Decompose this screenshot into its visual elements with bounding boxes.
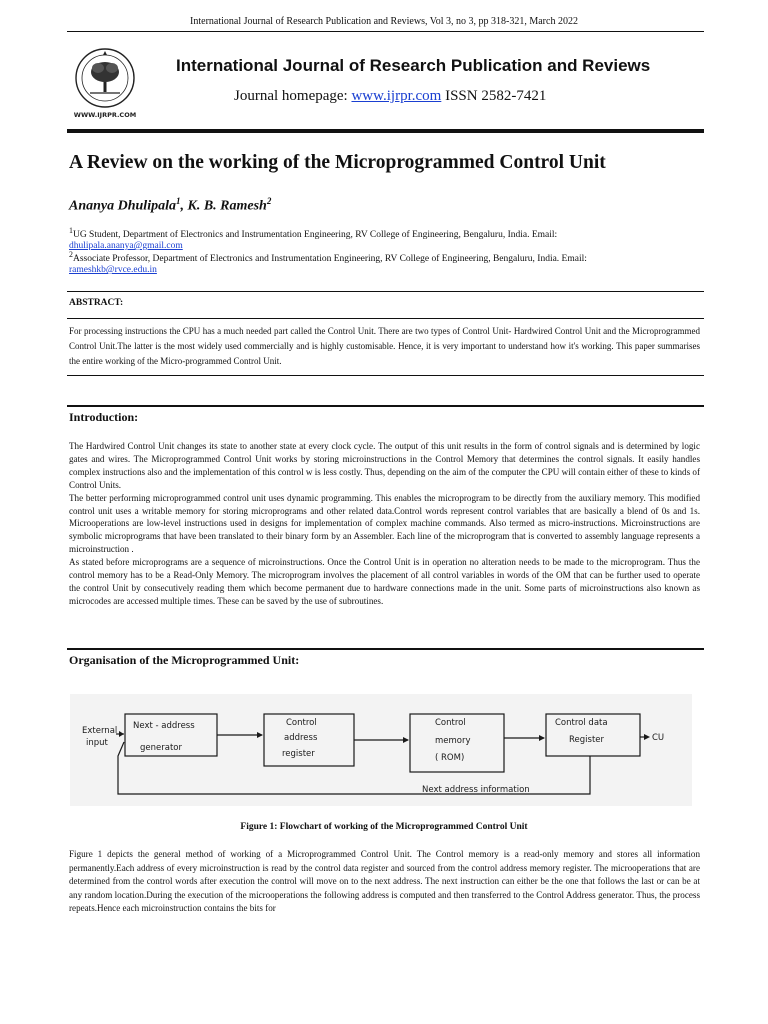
- svg-text:input: input: [86, 738, 108, 748]
- abstract-bottom-rule: [67, 375, 704, 376]
- svg-text:register: register: [282, 749, 315, 759]
- feedback-label: Next address information: [422, 785, 530, 795]
- journal-homepage: [234, 88, 546, 105]
- svg-text:address: address: [284, 733, 318, 743]
- cu-output-label: CU: [652, 733, 665, 743]
- author-2: , K. B. Ramesh: [180, 198, 267, 214]
- logo-caption: WWW.IJRPR.COM: [73, 111, 137, 119]
- organisation-body: [69, 848, 700, 916]
- paper-title: A Review on the working of the Microprogrammed Control Unit: [69, 152, 606, 173]
- author-1-sup: 1: [175, 196, 181, 206]
- intro-paragraph-1: The Hardwired Control Unit changes its state to another state at every clock cycle. The output of this unit results in the form of control signals and is determined by logic gates and wires. The Microprogrammed Control Unit works by storing microinstructions in the Control Memory that determines the control signals. It easily handles complex instructions also and the implementation of this control w is less costly. Thus, depending on the aim of the computer the CPU will contain either of these to kinds of Control Units.: [69, 441, 700, 490]
- figure-1-caption: Figure 1: Flowchart of working of the Microprogrammed Control Unit: [240, 822, 528, 832]
- introduction-body: [69, 440, 700, 608]
- affiliation-2: $^2$Associate Professor, Department of Electronics and Instrumentation Engineering, RV College of Engineering, Bengaluru, India. Email: rameshkb@rvce.edu.in: [69, 250, 587, 276]
- abstract-top-rule: [67, 291, 704, 292]
- abstract-heading: ABSTRACT:: [69, 298, 124, 308]
- homepage-label: Journal homepage:: [234, 88, 348, 104]
- organisation-heading: Organisation of the Microprogrammed Unit:: [69, 653, 300, 667]
- organisation-paragraph: Figure 1 depicts the general method of working of a Microprogrammed Control Unit. The Control memory is a read-only memory and stores all information permanently.Each address of every microinstruction is read by the control data register and sourced from the control address memory register. The microoperations that are determined from the control words after execution the control will move on to the next address. The next instruction can either be the one that follows the last or can be at any random location.During the execution of the microoperations the following address is computed and then transferred to the Control Address generator. Thus, the process repeats.Hence each microinstruction contains the bits for: [69, 849, 700, 913]
- header-top-rule: [67, 31, 704, 32]
- svg-text:Control: Control: [286, 718, 317, 728]
- intro-rule: [67, 405, 704, 407]
- author-2-sup: 2: [266, 196, 272, 206]
- authors: [69, 196, 271, 215]
- running-head: International Journal of Research Publication and Reviews, Vol 3, no 3, pp 318-321, March 2022: [190, 16, 578, 27]
- journal-logo: [70, 46, 140, 120]
- header-bottom-rule: [67, 129, 704, 133]
- intro-paragraph-3: As stated before microprograms are a sequence of microinstructions. Once the Control Unit is in operation no alteration needs to be made to the microprogram. Thus the control memory has to be a Read-Only Memory. The microprogram involves the placement of all control variables in words of the OM that can be further used to operate the control Unit by consecutively reading them which become permanent due to hardware connections made in the unit. Some parts of microinstructions also known as microcodes are accessed multiple times. These can be saved by the use of subroutines.: [69, 557, 700, 606]
- svg-text:memory: memory: [435, 736, 471, 746]
- abstract-mid-rule: [67, 318, 704, 319]
- issn: ISSN 2582-7421: [445, 88, 547, 104]
- svg-text:Register: Register: [569, 735, 604, 745]
- external-input-label: External: [82, 726, 118, 736]
- affiliation-1: $^1$UG Student, Department of Electronics and Instrumentation Engineering, RV College of Engineering, Bengaluru, India. Email: dhulipala.ananya@gmail.com: [69, 226, 558, 252]
- homepage-link[interactable]: www.ijrpr.com: [351, 88, 442, 104]
- journal-name: International Journal of Research Publication and Reviews: [176, 56, 651, 75]
- svg-text:Control: Control: [435, 718, 466, 728]
- svg-text:generator: generator: [140, 743, 182, 753]
- email-link-2[interactable]: rameshkb@rvce.edu.in: [69, 265, 157, 276]
- introduction-heading: Introduction:: [69, 410, 139, 424]
- svg-text:Control data: Control data: [555, 718, 608, 728]
- svg-text:Next - address: Next - address: [133, 721, 195, 731]
- intro-paragraph-2: The better performing microprogrammed control unit uses dynamic programming. This enables the microprogram to be directly from the auxiliary memory. This modified control unit uses a writable memory for storing microprograms and other related data.Control words represent control variables that are basically a blend of 0s and 1s. Microoperations are low-level instructions used in designs for implementation of complex machine commands. Also termed as micro-instructions. Microinstructions are symbolic microprograms that have been translated to their binary form by an Assembler. Each line of the microprogram that is converted to assembly language represents a microinstruction .: [69, 492, 700, 555]
- organisation-rule: [67, 648, 704, 650]
- author-1: Ananya Dhulipala: [69, 198, 176, 214]
- svg-text:( ROM): ( ROM): [435, 753, 465, 763]
- email-link-1[interactable]: dhulipala.ananya@gmail.com: [69, 241, 183, 252]
- abstract-text: For processing instructions the CPU has a much needed part called the Control Unit. There are two types of Control Unit- Hardwired Control Unit and the Microprogrammed Control Unit.The latter is the most widely used commercially and is highly customisable. Hence, it is very important to understand how it's working. This paper summarises the entire working of the Micro-programmed Control Unit.: [69, 326, 700, 366]
- figure-1-diagram: [70, 694, 692, 806]
